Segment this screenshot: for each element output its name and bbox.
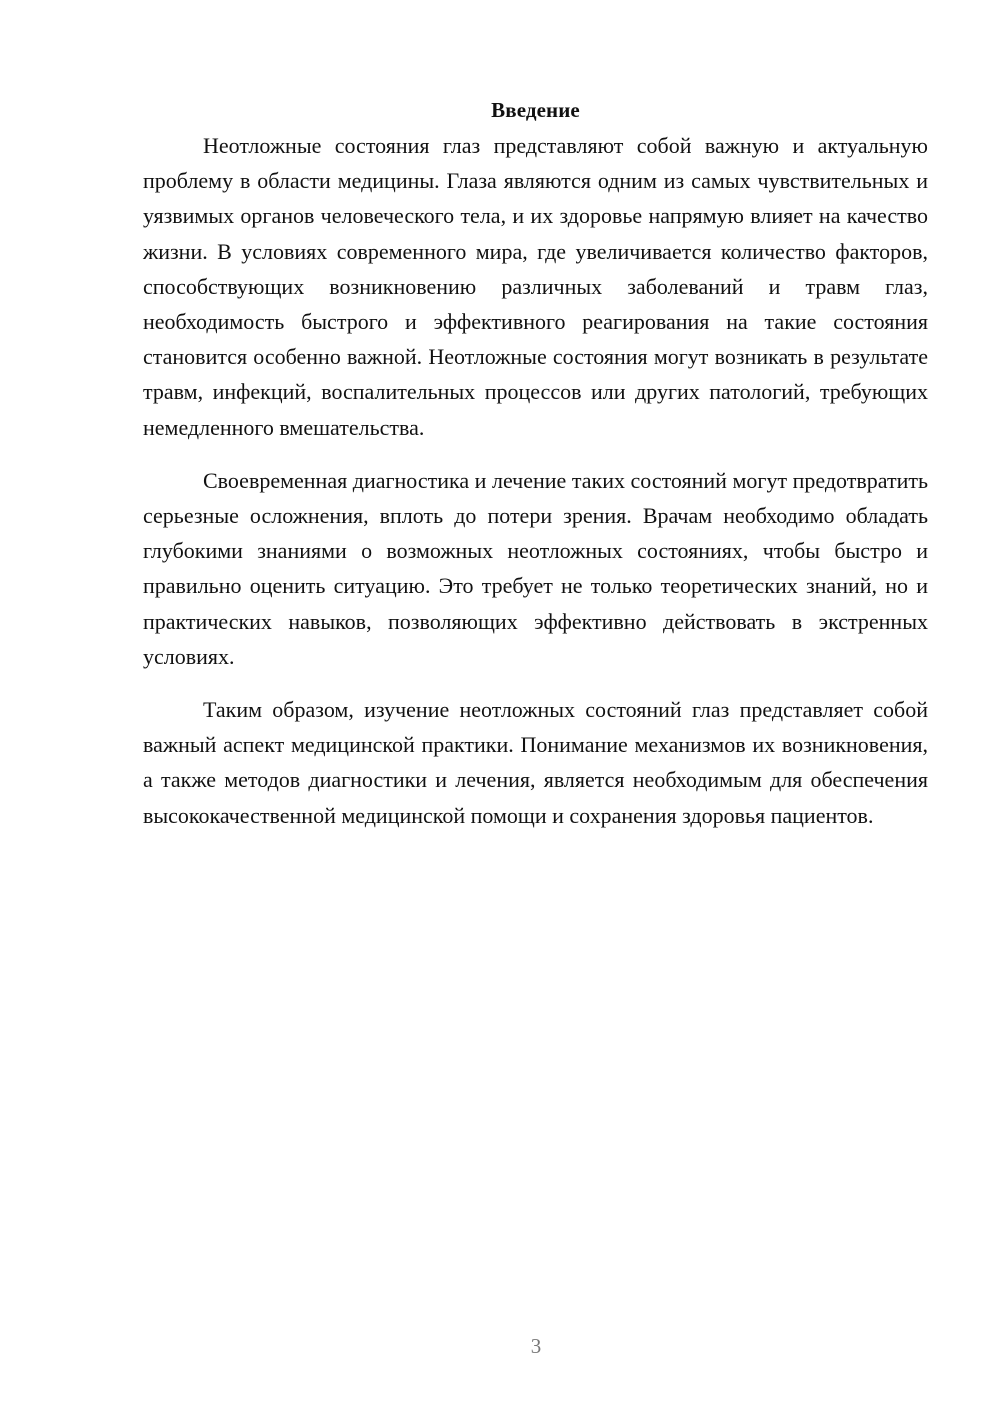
page-content	[143, 95, 928, 851]
section-title: Введение	[491, 98, 580, 122]
paragraph-3: Таким образом, изучение неотложных состояний глаз представляет собой важный аспект медицинской практики. Понимание механизмов их возникновения, а также методов диагностики и лечения, является необходимым для обеспечения высококачественной медицинской помощи и сохранения здоровья пациентов.	[143, 697, 928, 828]
paragraph-2: Своевременная диагностика и лечение таких состояний могут предотвратить серьезные осложнения, вплоть до потери зрения. Врачам необходимо обладать глубокими знаниями о возможных неотложных состояниях, чтобы быстро и правильно оценить ситуацию. Это требует не только теоретических знаний, но и практических навыков, позволяющих эффективно действовать в экстренных условиях.	[143, 467, 928, 669]
paragraph-1: Неотложные состояния глаз представляют собой важную и актуальную проблему в области медицины. Глаза являются одним из самых чувствительных и уязвимых органов человеческого тела, и их здоровье напрямую влияет на качество жизни. В условиях современного мира, где увеличивается количество факторов, способствующих возникновению различных заболеваний и травм глаз, необходимость быстрого и эффективного реагирования на такие состояния становится особенно важной. Неотложные состояния могут возникать в результате травм, инфекций, воспалительных процессов или других патологий, требующих немедленного вмешательства.	[143, 133, 928, 440]
page-number: 3	[530, 1334, 542, 1358]
